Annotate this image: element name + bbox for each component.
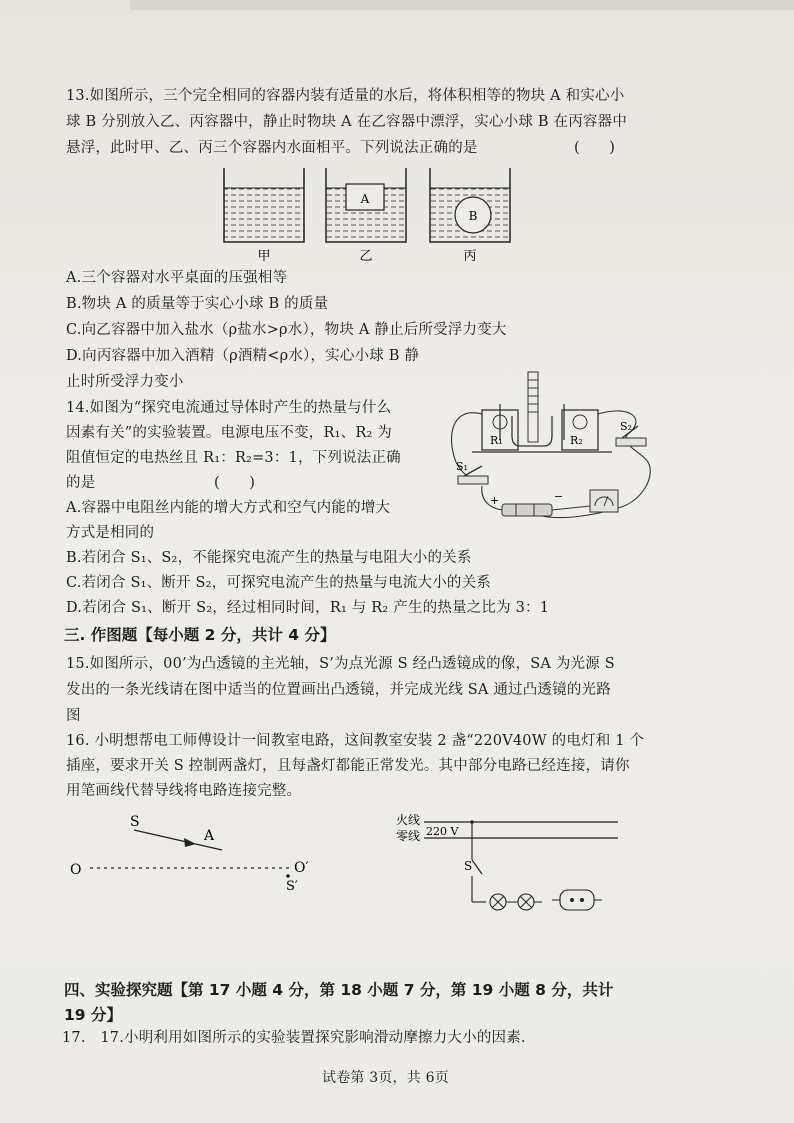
label-r2: R₂ [570,434,583,447]
label-s1: S₁ [456,460,468,473]
container-jia [224,168,304,242]
q14-line1: 14.如图为“探究电流通过导体时产生的热量与什么 [66,400,392,416]
q14-line2: 因素有关”的实验装置。电源电压不变，R₁、R₂ 为 [66,425,392,441]
section-4-title: 四、实验探究题【第 17 小题 4 分，第 18 小题 7 分，第 19 小题 8 分，共计 [64,981,614,999]
label-voltage: 220 V [426,825,459,838]
label-a: A [360,192,370,206]
q15-line1: 15.如图所示，00’为凸透镜的主光轴，S’为点光源 S 经凸透镜成的像，SA 为光源 S [66,656,615,672]
label-r1: R₁ [490,434,503,447]
label-plus: + [490,494,500,507]
container-bing [430,168,510,242]
label-s: S [130,814,140,830]
label-switch-s: S [464,859,473,873]
label-o-prime: O′ [294,860,309,876]
q14-circuit-figure [442,366,664,526]
q13-line1: 13.如图所示，三个完全相同的容器内装有适量的水后，将体积相等的物块 A 和实心小 [66,88,625,104]
q14-line4: 的是 [66,475,96,491]
q16-circuit-figure [392,808,622,912]
q14-answer-bracket: ( ) [214,475,256,491]
image-point [286,874,290,878]
socket [560,890,594,910]
label-bing: 丙 [463,249,477,264]
q13-containers-figure [214,162,534,266]
label-o: O [70,862,82,878]
q13-option-d: D.向丙容器中加入酒精（ρ酒精<ρ水），实心小球 B 静 [66,348,420,364]
q14-line3: 阻值恒定的电热丝且 R₁：R₂=3：1，下列说法正确 [66,450,401,466]
q14-option-a: A.容器中电阻丝内能的增大方式和空气内能的增大 [66,500,391,516]
label-minus: − [554,490,564,503]
page-footer: 试卷第 3页，共 6页 [322,1070,449,1086]
q16-line3: 用笔画线代替导线将电路连接完整。 [66,783,302,799]
q13-line3: 悬浮，此时甲、乙、丙三个容器内水面相平。下列说法正确的是 [66,140,478,156]
scan-edge [130,0,794,10]
label-neutral-wire: 零线 [396,829,421,843]
label-a: A [204,828,215,844]
q13-option-d-cont: 止时所受浮力变小 [66,374,184,390]
label-jia: 甲 [257,249,271,264]
label-yi: 乙 [359,249,373,264]
q13-answer-bracket: ( ) [574,140,616,156]
label-b: B [468,209,478,223]
q14-option-c: C.若闭合 S₁、断开 S₂，可探究电流产生的热量与电流大小的关系 [66,575,491,591]
q16-line2: 插座，要求开关 S 控制两盏灯，且每盏灯都能正常发光。其中部分电路已经连接，请你 [66,758,630,774]
section-4-title-cont: 19 分】 [64,1006,122,1024]
q13-option-c: C.向乙容器中加入盐水（ρ盐水>ρ水），物块 A 静止后所受浮力变大 [66,322,507,338]
q13-option-b: B.物块 A 的质量等于实心小球 B 的质量 [66,296,329,312]
section-3-title: 三. 作图题【每小题 2 分，共计 4 分】 [64,626,336,644]
q14-option-d: D.若闭合 S₁、断开 S₂，经过相同时间，R₁ 与 R₂ 产生的热量之比为 3：1 [66,600,550,616]
ray-arrow [184,838,196,847]
switch-s [472,860,482,874]
label-s2: S₂ [620,420,632,433]
q17-line1: 17. 17.小明利用如图所示的实验装置探究影响滑动摩擦力大小的因素. [62,1030,526,1046]
q15-line3: 图 [66,708,81,724]
label-s-prime: S′ [286,879,298,894]
q14-option-a-cont: 方式是相同的 [66,525,155,541]
q13-option-a: A.三个容器对水平桌面的压强相等 [66,270,288,286]
q13-line2: 球 B 分别放入乙、丙容器中，静止时物块 A 在乙容器中漂浮，实心小球 B 在丙容器中 [66,114,628,130]
q15-line2: 发出的一条光线请在图中适当的位置画出凸透镜，并完成光线 SA 通过凸透镜的光路 [66,682,611,698]
q14-option-b: B.若闭合 S₁、S₂，不能探究电流产生的热量与电阻大小的关系 [66,550,472,566]
q15-optics-figure [64,806,334,896]
q16-line1: 16. 小明想帮电工师傅设计一间教室电路，这间教室安装 2 盏“220V40W 的电灯和 1 个 [66,733,645,749]
label-live-wire: 火线 [396,813,421,827]
